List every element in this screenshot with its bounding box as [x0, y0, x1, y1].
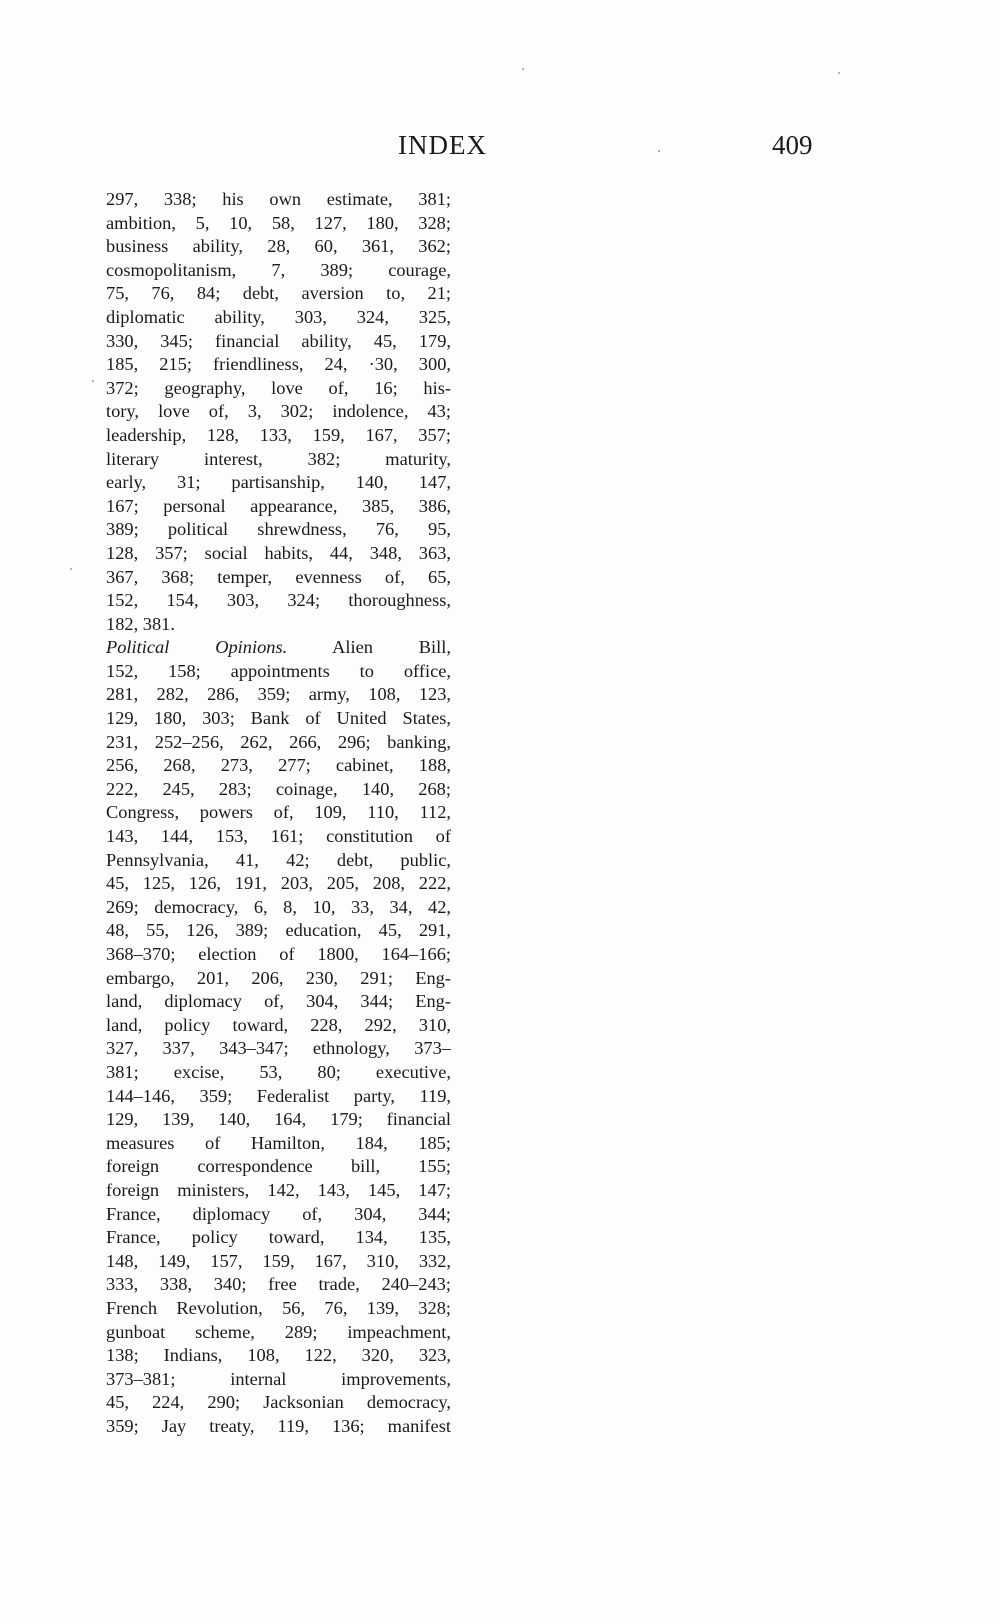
index-line: embargo, 201, 206, 230, 291; Eng-: [106, 967, 451, 988]
index-line: business ability, 28, 60, 361, 362;: [106, 236, 451, 257]
index-line: 373–381; internal improvements,: [106, 1368, 451, 1389]
index-line: 185, 215; friendliness, 24, ·30, 300,: [106, 354, 451, 375]
print-speck: [522, 68, 524, 70]
index-line: measures of Hamilton, 184, 185;: [106, 1132, 451, 1153]
index-line: 152, 154, 303, 324; thoroughness,: [106, 590, 451, 611]
index-line: Congress, powers of, 109, 110, 112,: [106, 802, 451, 823]
index-line: foreign ministers, 142, 143, 145, 147;: [106, 1179, 451, 1200]
index-line-text: Alien Bill,: [332, 637, 451, 658]
page-number: 409: [772, 130, 813, 160]
index-line: gunboat scheme, 289; impeachment,: [106, 1321, 451, 1342]
index-line: 327, 337, 343–347; ethnology, 373–: [106, 1038, 451, 1059]
index-line: tory, love of, 3, 302; indolence, 43;: [106, 401, 451, 422]
index-line: 367, 368; temper, evenness of, 65,: [106, 566, 451, 587]
political-opinions-heading-line: [106, 636, 451, 660]
index-line: 128, 357; social habits, 44, 348, 363,: [106, 542, 451, 563]
index-line: 45, 224, 290; Jacksonian democracy,: [106, 1392, 451, 1413]
index-line: 152, 158; appointments to office,: [106, 660, 451, 681]
index-line: France, diplomacy of, 304, 344;: [106, 1203, 451, 1224]
index-line: 297, 338; his own estimate, 381;: [106, 189, 451, 209]
index-line: 143, 144, 153, 161; constitution of: [106, 826, 451, 847]
index-line: 269; democracy, 6, 8, 10, 33, 34, 42,: [106, 896, 451, 917]
index-line: Pennsylvania, 41, 42; debt, public,: [106, 849, 451, 870]
index-line: 330, 345; financial ability, 45, 179,: [106, 330, 451, 351]
index-line: leadership, 128, 133, 159, 167, 357;: [106, 424, 451, 445]
index-line: 182, 381.: [106, 613, 175, 634]
index-line: ambition, 5, 10, 58, 127, 180, 328;: [106, 212, 451, 233]
index-line: 281, 282, 286, 359; army, 108, 123,: [106, 684, 451, 705]
index-line: diplomatic ability, 303, 324, 325,: [106, 306, 451, 327]
index-line: 129, 180, 303; Bank of United States,: [106, 708, 451, 729]
print-speck: [658, 150, 660, 152]
index-line: 381; excise, 53, 80; executive,: [106, 1061, 451, 1082]
index-line: cosmopolitanism, 7, 389; courage,: [106, 259, 451, 280]
index-line: 389; political shrewdness, 76, 95,: [106, 519, 451, 540]
index-line: 45, 125, 126, 191, 203, 205, 208, 222,: [106, 873, 451, 894]
index-line: 75, 76, 84; debt, aversion to, 21;: [106, 283, 451, 304]
index-line: 231, 252–256, 262, 266, 296; banking,: [106, 731, 451, 752]
index-line: literary interest, 382; maturity,: [106, 448, 451, 469]
political-opinions-heading: Political Opinions.: [106, 637, 288, 658]
index-line: land, policy toward, 228, 292, 310,: [106, 1014, 451, 1035]
index-line: 144–146, 359; Federalist party, 119,: [106, 1085, 451, 1106]
index-line: 148, 149, 157, 159, 167, 310, 332,: [106, 1250, 451, 1271]
index-line: 333, 338, 340; free trade, 240–243;: [106, 1274, 451, 1295]
index-line: 167; personal appearance, 385, 386,: [106, 495, 451, 516]
print-speck: [92, 380, 94, 382]
index-column: [106, 188, 451, 1438]
index-line: 372; geography, love of, 16; his-: [106, 377, 451, 398]
index-line: 129, 139, 140, 164, 179; financial: [106, 1109, 451, 1130]
index-line: France, policy toward, 134, 135,: [106, 1227, 451, 1248]
index-line: 256, 268, 273, 277; cabinet, 188,: [106, 755, 451, 776]
index-line: 48, 55, 126, 389; education, 45, 291,: [106, 920, 451, 941]
index-line: 138; Indians, 108, 122, 320, 323,: [106, 1345, 451, 1366]
running-header-title: INDEX: [398, 130, 487, 160]
index-line: 222, 245, 283; coinage, 140, 268;: [106, 778, 451, 799]
index-line: 368–370; election of 1800, 164–166;: [106, 944, 451, 964]
print-speck: [70, 568, 72, 570]
index-line: foreign correspondence bill, 155;: [106, 1156, 451, 1177]
index-line: early, 31; partisanship, 140, 147,: [106, 472, 451, 493]
index-line: French Revolution, 56, 76, 139, 328;: [106, 1297, 451, 1318]
index-line: 359; Jay treaty, 119, 136; manifest: [106, 1415, 451, 1436]
print-speck: [838, 72, 840, 74]
index-line: land, diplomacy of, 304, 344; Eng-: [106, 991, 451, 1012]
